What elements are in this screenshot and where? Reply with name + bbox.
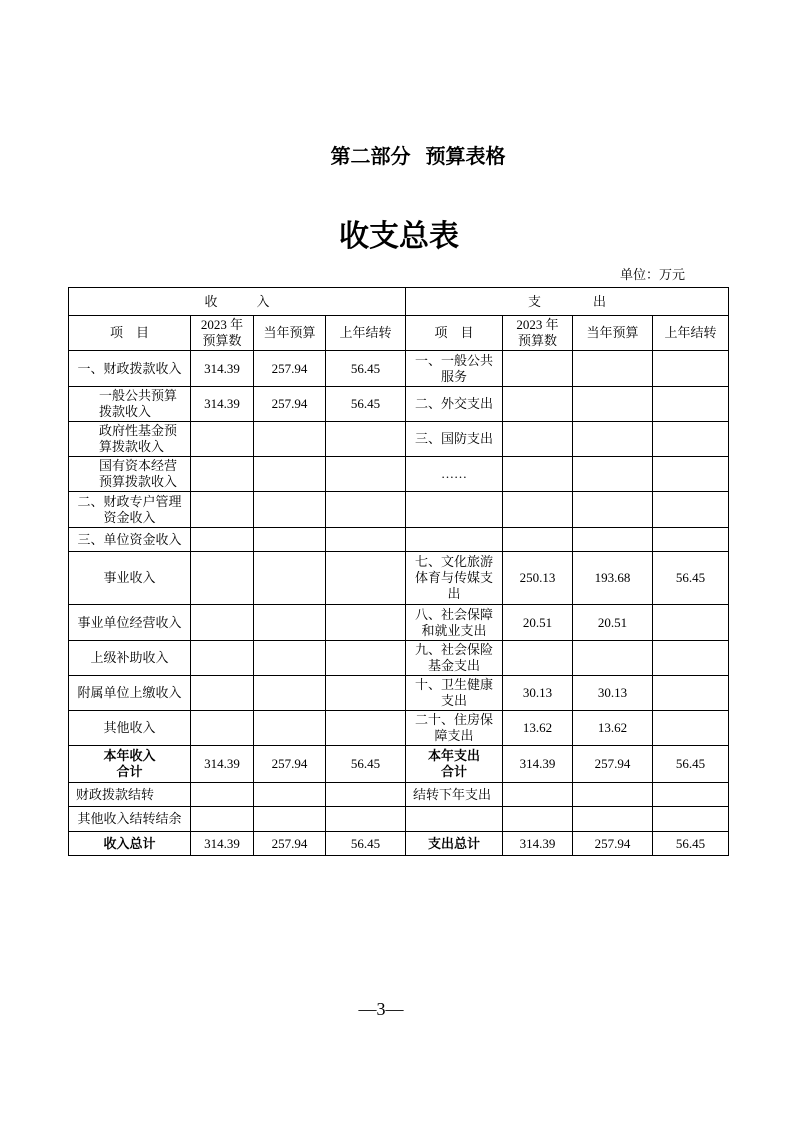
expenditure-prior-carryover [653,492,729,528]
income-item: 财政拨款结转 [69,783,191,807]
income-current-year: 257.94 [254,832,326,856]
income-budget-2023 [191,528,254,552]
income-budget-2023 [191,641,254,676]
income-prior-carryover [326,552,406,605]
expenditure-item: 十、卫生健康支出 [406,676,503,711]
income-group-header: 收 入 [69,288,406,316]
income-budget-2023-header-cell [191,316,254,351]
expenditure-current-year: 257.94 [573,832,653,856]
expenditure-item: …… [406,457,503,492]
income-item: 事业单位经营收入 [69,605,191,641]
expenditure-current-year [573,457,653,492]
income-item: 政府性基金预算拨款收入 [69,422,191,457]
table-row [69,711,729,746]
income-budget-2023 [191,552,254,605]
income-prior-carryover [326,422,406,457]
income-budget-2023 [191,676,254,711]
expenditure-total-label: 支出总计 [406,832,503,856]
expenditure-prior-carryover [653,387,729,422]
income-budget-2023 [191,605,254,641]
table-row [69,492,729,528]
expenditure-prior-carryover [653,641,729,676]
expenditure-budget-2023: 13.62 [503,711,573,746]
income-item: 一、财政拨款收入 [69,351,191,387]
expenditure-current-year: 193.68 [573,552,653,605]
expenditure-subtotal-label: 本年支出合计 [428,748,481,779]
income-prior-carryover [326,528,406,552]
expenditure-prior-carryover [653,783,729,807]
table-row [69,605,729,641]
group-header-row [69,288,729,316]
expenditure-item [406,492,503,528]
expenditure-budget-2023: 30.13 [503,676,573,711]
expenditure-budget-2023 [503,492,573,528]
expenditure-current-year [573,641,653,676]
expenditure-current-year-header: 当年预算 [573,316,653,351]
expenditure-item: 二、外交支出 [406,387,503,422]
income-prior-carryover: 56.45 [326,387,406,422]
income-item: 一般公共预算拨款收入 [69,387,191,422]
income-item: 三、单位资金收入 [69,528,191,552]
table-row [69,351,729,387]
column-header-row [69,316,729,351]
income-item: 国有资本经营预算拨款收入 [69,457,191,492]
income-prior-carryover [326,457,406,492]
expenditure-item: 八、社会保障和就业支出 [406,605,503,641]
income-budget-2023-header: 2023 年预算数 [200,317,244,348]
subtotal-row [69,746,729,783]
income-current-year [254,552,326,605]
income-prior-carryover [326,641,406,676]
expenditure-prior-carryover [653,676,729,711]
income-item: 事业收入 [69,552,191,605]
expenditure-budget-2023 [503,807,573,832]
income-budget-2023 [191,807,254,832]
income-current-year [254,605,326,641]
expenditure-item [406,807,503,832]
expenditure-prior-carryover: 56.45 [653,832,729,856]
expenditure-prior-carryover [653,711,729,746]
expenditure-item: 七、文化旅游体育与传媒支出 [406,552,503,605]
expenditure-current-year: 13.62 [573,711,653,746]
expenditure-budget-2023 [503,351,573,387]
table-row [69,457,729,492]
income-budget-2023 [191,711,254,746]
expenditure-subtotal-cell [406,746,503,783]
table-row [69,422,729,457]
expenditure-budget-2023: 314.39 [503,832,573,856]
income-budget-2023 [191,492,254,528]
expenditure-current-year [573,528,653,552]
income-budget-2023: 314.39 [191,387,254,422]
income-budget-2023 [191,422,254,457]
page-title: 收支总表 [339,219,459,254]
page-number: —3— [358,999,404,1019]
table-row [69,783,729,807]
table-row [69,676,729,711]
unit-label: 单位：万元 [620,267,686,282]
expenditure-prior-carryover [653,528,729,552]
income-current-year [254,807,326,832]
table-row [69,552,729,605]
expenditure-current-year: 257.94 [573,746,653,783]
expenditure-group-header: 支 出 [406,288,729,316]
expenditure-budget-2023 [503,457,573,492]
income-current-year-header: 当年预算 [254,316,326,351]
income-item: 附属单位上缴收入 [69,676,191,711]
expenditure-budget-2023 [503,528,573,552]
income-total-label: 收入总计 [69,832,191,856]
income-current-year [254,422,326,457]
income-prior-carryover-header: 上年结转 [326,316,406,351]
expenditure-budget-2023: 20.51 [503,605,573,641]
expenditure-prior-carryover [653,605,729,641]
expenditure-current-year [573,387,653,422]
income-prior-carryover: 56.45 [326,351,406,387]
income-item: 二、财政专户管理资金收入 [69,492,191,528]
expenditure-current-year [573,351,653,387]
table-row [69,641,729,676]
expenditure-current-year: 20.51 [573,605,653,641]
income-prior-carryover [326,492,406,528]
expenditure-item-header: 项 目 [406,316,503,351]
expenditure-item: 一、一般公共服务 [406,351,503,387]
expenditure-budget-2023 [503,422,573,457]
income-current-year [254,676,326,711]
income-item-header: 项 目 [69,316,191,351]
expenditure-current-year [573,492,653,528]
income-prior-carryover [326,807,406,832]
expenditure-budget-2023 [503,641,573,676]
income-current-year: 257.94 [254,746,326,783]
expenditure-budget-2023: 314.39 [503,746,573,783]
section-heading: 第二部分 预算表格 [330,144,506,168]
expenditure-budget-2023 [503,783,573,807]
income-budget-2023: 314.39 [191,746,254,783]
expenditure-item: 结转下年支出 [406,783,503,807]
income-subtotal-label: 本年收入合计 [103,748,156,779]
expenditure-prior-carryover: 56.45 [653,746,729,783]
income-item: 上级补助收入 [69,641,191,676]
expenditure-item [406,528,503,552]
expenditure-current-year [573,422,653,457]
income-prior-carryover [326,711,406,746]
income-prior-carryover: 56.45 [326,746,406,783]
expenditure-prior-carryover [653,422,729,457]
income-budget-2023: 314.39 [191,351,254,387]
income-current-year [254,457,326,492]
expenditure-prior-carryover: 56.45 [653,552,729,605]
expenditure-budget-2023 [503,387,573,422]
income-prior-carryover [326,605,406,641]
income-current-year [254,492,326,528]
table-row [69,387,729,422]
expenditure-prior-carryover [653,351,729,387]
budget-summary-table [68,287,729,856]
income-prior-carryover [326,783,406,807]
income-item: 其他收入结转结余 [69,807,191,832]
income-budget-2023 [191,457,254,492]
income-prior-carryover [326,676,406,711]
expenditure-item: 九、社会保险基金支出 [406,641,503,676]
income-current-year [254,711,326,746]
expenditure-prior-carryover [653,457,729,492]
income-current-year: 257.94 [254,351,326,387]
income-current-year [254,641,326,676]
table-row [69,807,729,832]
expenditure-item: 三、国防支出 [406,422,503,457]
expenditure-current-year [573,807,653,832]
total-row [69,832,729,856]
expenditure-item: 二十、住房保障支出 [406,711,503,746]
expenditure-budget-2023-header-cell [503,316,573,351]
income-budget-2023 [191,783,254,807]
expenditure-budget-2023-header: 2023 年预算数 [516,317,559,348]
income-current-year [254,783,326,807]
expenditure-prior-carryover [653,807,729,832]
income-prior-carryover: 56.45 [326,832,406,856]
income-budget-2023: 314.39 [191,832,254,856]
income-current-year: 257.94 [254,387,326,422]
expenditure-current-year [573,783,653,807]
income-current-year [254,528,326,552]
income-subtotal-cell [69,746,191,783]
income-item: 其他收入 [69,711,191,746]
table-row [69,528,729,552]
expenditure-current-year: 30.13 [573,676,653,711]
expenditure-budget-2023: 250.13 [503,552,573,605]
expenditure-prior-carryover-header: 上年结转 [653,316,729,351]
